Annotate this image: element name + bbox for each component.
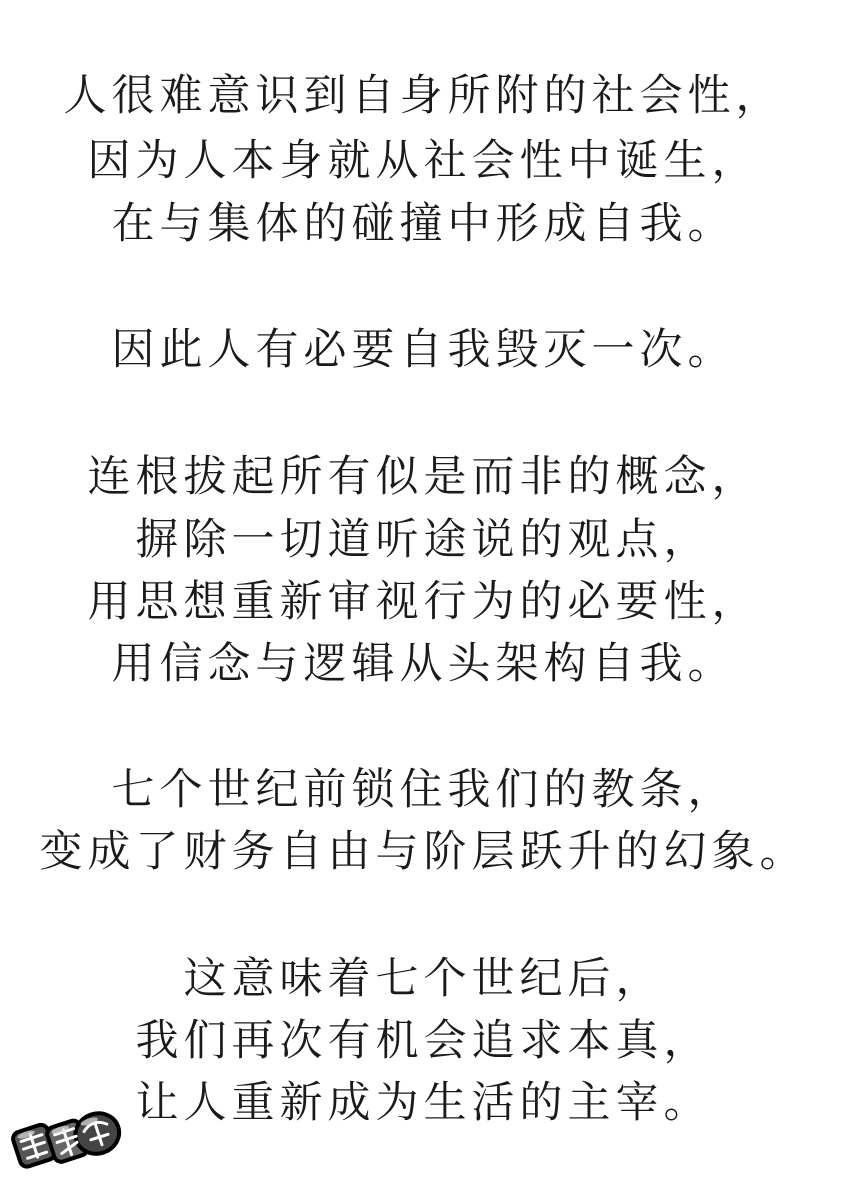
text-line: 因为人本身就从社会性中诞生， [87,136,760,186]
text-line: 我们再次有机会追求本真， [135,1016,712,1066]
text-line: 用思想重新审视行为的必要性， [87,577,760,627]
text-line: 用信念与逻辑从头架构自我。 [111,639,736,689]
group-watermark-logo-icon [10,1090,132,1185]
text-line: 摒除一切道听途说的观点， [135,515,712,565]
text-line: 在与集体的碰撞中形成自我。 [111,199,736,249]
text-line: 变成了财务自由与阶层跃升的幻象。 [39,827,808,877]
text-line: 连根拔起所有似是而非的概念， [87,452,760,502]
text-line: 七个世纪前锁住我们的教条， [111,765,736,815]
text-line: 这意味着七个世纪后， [183,954,664,1004]
text-line: 因此人有必要自我毁灭一次。 [111,325,736,375]
text-line: 人很难意识到自身所附的社会性， [63,71,784,121]
text-line: 让人重新成为生活的主宰。 [135,1078,712,1128]
